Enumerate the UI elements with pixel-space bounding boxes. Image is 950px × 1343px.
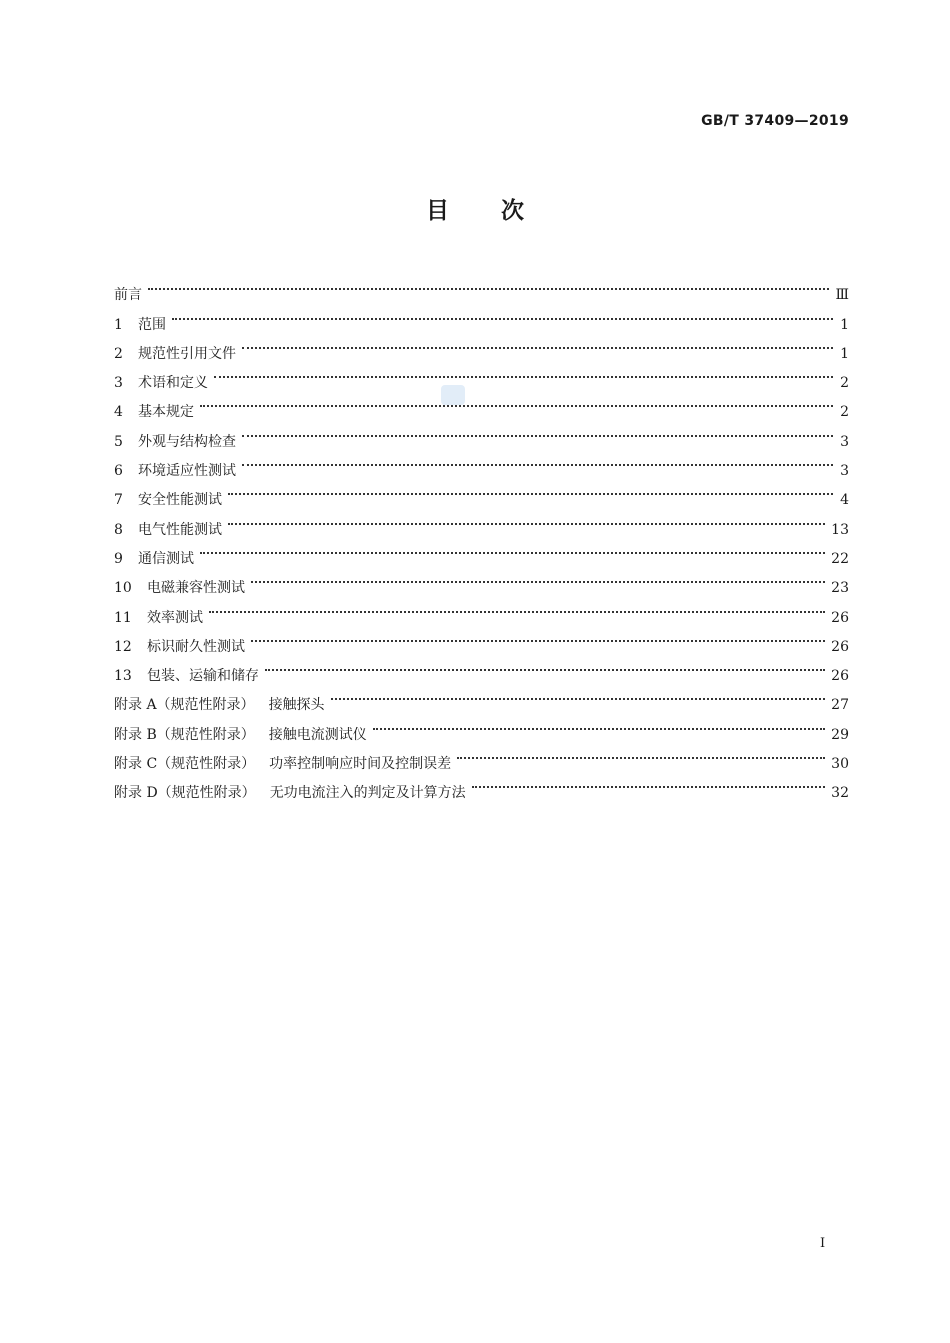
- toc-entry-label: 接触电流测试仪: [268, 726, 367, 743]
- toc-entry-label: 外观与结构检查: [138, 433, 236, 450]
- toc-entry-number: 2: [114, 345, 123, 362]
- toc-entry-4[interactable]: [114, 387, 849, 421]
- toc-leader-dots: [200, 534, 825, 563]
- toc-annex-prefix: 附录 D（规范性附录）: [114, 785, 256, 802]
- toc-entry-1[interactable]: [114, 299, 849, 333]
- toc-leader-dots: [251, 563, 825, 592]
- toc-entry-number: 4: [114, 404, 123, 421]
- toc-entry-label: 前言: [114, 287, 142, 304]
- toc-leader-dots: [331, 680, 826, 709]
- toc-entry-page: 26: [831, 609, 849, 626]
- toc-entry-page: 3: [840, 433, 849, 450]
- toc-leader-dots: [148, 270, 829, 299]
- toc-entry-label: 范围: [138, 316, 166, 333]
- toc-entry-page: 2: [840, 404, 849, 421]
- toc-entry-number: 5: [114, 433, 123, 450]
- toc-leader-dots: [242, 446, 833, 475]
- toc-leader-dots: [200, 387, 833, 416]
- toc-entry-page: 22: [831, 550, 849, 567]
- toc-entry-5[interactable]: [114, 416, 849, 450]
- toc-entry-label: 包装、运输和储存: [147, 668, 259, 685]
- toc-leader-dots: [228, 475, 833, 504]
- toc-entry-number: 8: [114, 521, 123, 538]
- toc-entry-12[interactable]: [114, 622, 849, 655]
- toc-entry-label: 功率控制响应时间及控制误差: [269, 756, 452, 773]
- toc-entry-page: 30: [831, 756, 849, 773]
- toc-leader-dots: [209, 592, 825, 621]
- page-number: I: [820, 1236, 826, 1251]
- toc-entry-page: 27: [831, 697, 849, 714]
- toc-entry-number: 9: [114, 550, 123, 567]
- toc-entry-page: 1: [840, 345, 849, 362]
- toc-leader-dots: [265, 651, 825, 680]
- toc-entry-10[interactable]: [114, 563, 849, 597]
- toc-entry-number: 11: [114, 609, 132, 626]
- toc-entry-page: Ⅲ: [835, 287, 849, 304]
- toc-entry-number: 7: [114, 492, 123, 509]
- toc-entry-page: 4: [840, 492, 849, 509]
- toc-entry-page: 26: [831, 638, 849, 655]
- toc-entry-label: 效率测试: [147, 609, 203, 626]
- toc-entry-2[interactable]: [114, 329, 849, 362]
- standard-number: GB/T 37409—2019: [701, 113, 849, 129]
- toc-leader-dots: [242, 416, 833, 445]
- toc-entry-label: 通信测试: [138, 550, 194, 567]
- toc-entry-number: 13: [114, 668, 132, 685]
- toc-entry-label: 标识耐久性测试: [147, 638, 245, 655]
- toc-entry-page: 26: [831, 668, 849, 685]
- toc-entry-number: 1: [114, 316, 123, 333]
- toc-entry-foreword[interactable]: [114, 270, 849, 304]
- toc-leader-dots: [472, 768, 825, 797]
- toc-annex-prefix: 附录 A（规范性附录）: [114, 697, 255, 714]
- toc-entry-label: 基本规定: [138, 404, 194, 421]
- toc-entry-label: 规范性引用文件: [138, 345, 236, 362]
- page-title-char-2: 次: [501, 198, 524, 224]
- toc-entry-page: 2: [840, 375, 849, 392]
- table-of-contents: [114, 270, 849, 802]
- toc-entry-label: 电磁兼容性测试: [147, 580, 245, 597]
- toc-entry-page: 1: [840, 316, 849, 333]
- toc-entry-page: 23: [831, 580, 849, 597]
- toc-annex-prefix: 附录 C（规范性附录）: [114, 756, 256, 773]
- toc-entry-page: 29: [831, 726, 849, 743]
- toc-entry-label: 接触探头: [268, 697, 325, 714]
- toc-entry-page: 3: [840, 463, 849, 480]
- toc-leader-dots: [172, 299, 833, 328]
- toc-entry-label: 安全性能测试: [138, 492, 222, 509]
- toc-entry-3[interactable]: [114, 358, 849, 392]
- toc-leader-dots: [373, 709, 825, 738]
- toc-entry-11[interactable]: [114, 592, 849, 626]
- toc-entry-9[interactable]: [114, 534, 849, 567]
- toc-entry-label: 环境适应性测试: [138, 463, 236, 480]
- toc-entry-number: 6: [114, 463, 123, 480]
- toc-leader-dots: [214, 358, 833, 387]
- toc-entry-number: 3: [114, 375, 123, 392]
- toc-entry-8[interactable]: [114, 504, 849, 538]
- toc-entry-page: 13: [831, 521, 849, 538]
- toc-entry-label: 术语和定义: [138, 375, 208, 392]
- toc-entry-label: 无功电流注入的判定及计算方法: [269, 785, 466, 802]
- toc-entry-number: 12: [114, 638, 132, 655]
- toc-entry-number: 10: [114, 580, 132, 597]
- toc-annex-prefix: 附录 B（规范性附录）: [114, 726, 255, 743]
- toc-leader-dots: [457, 739, 825, 768]
- toc-entry-label: 电气性能测试: [138, 521, 222, 538]
- page-title-char-1: 目: [426, 198, 449, 224]
- toc-leader-dots: [228, 504, 825, 533]
- toc-leader-dots: [251, 622, 825, 651]
- toc-entry-page: 32: [831, 785, 849, 802]
- toc-leader-dots: [242, 329, 833, 358]
- page-title: [0, 192, 950, 225]
